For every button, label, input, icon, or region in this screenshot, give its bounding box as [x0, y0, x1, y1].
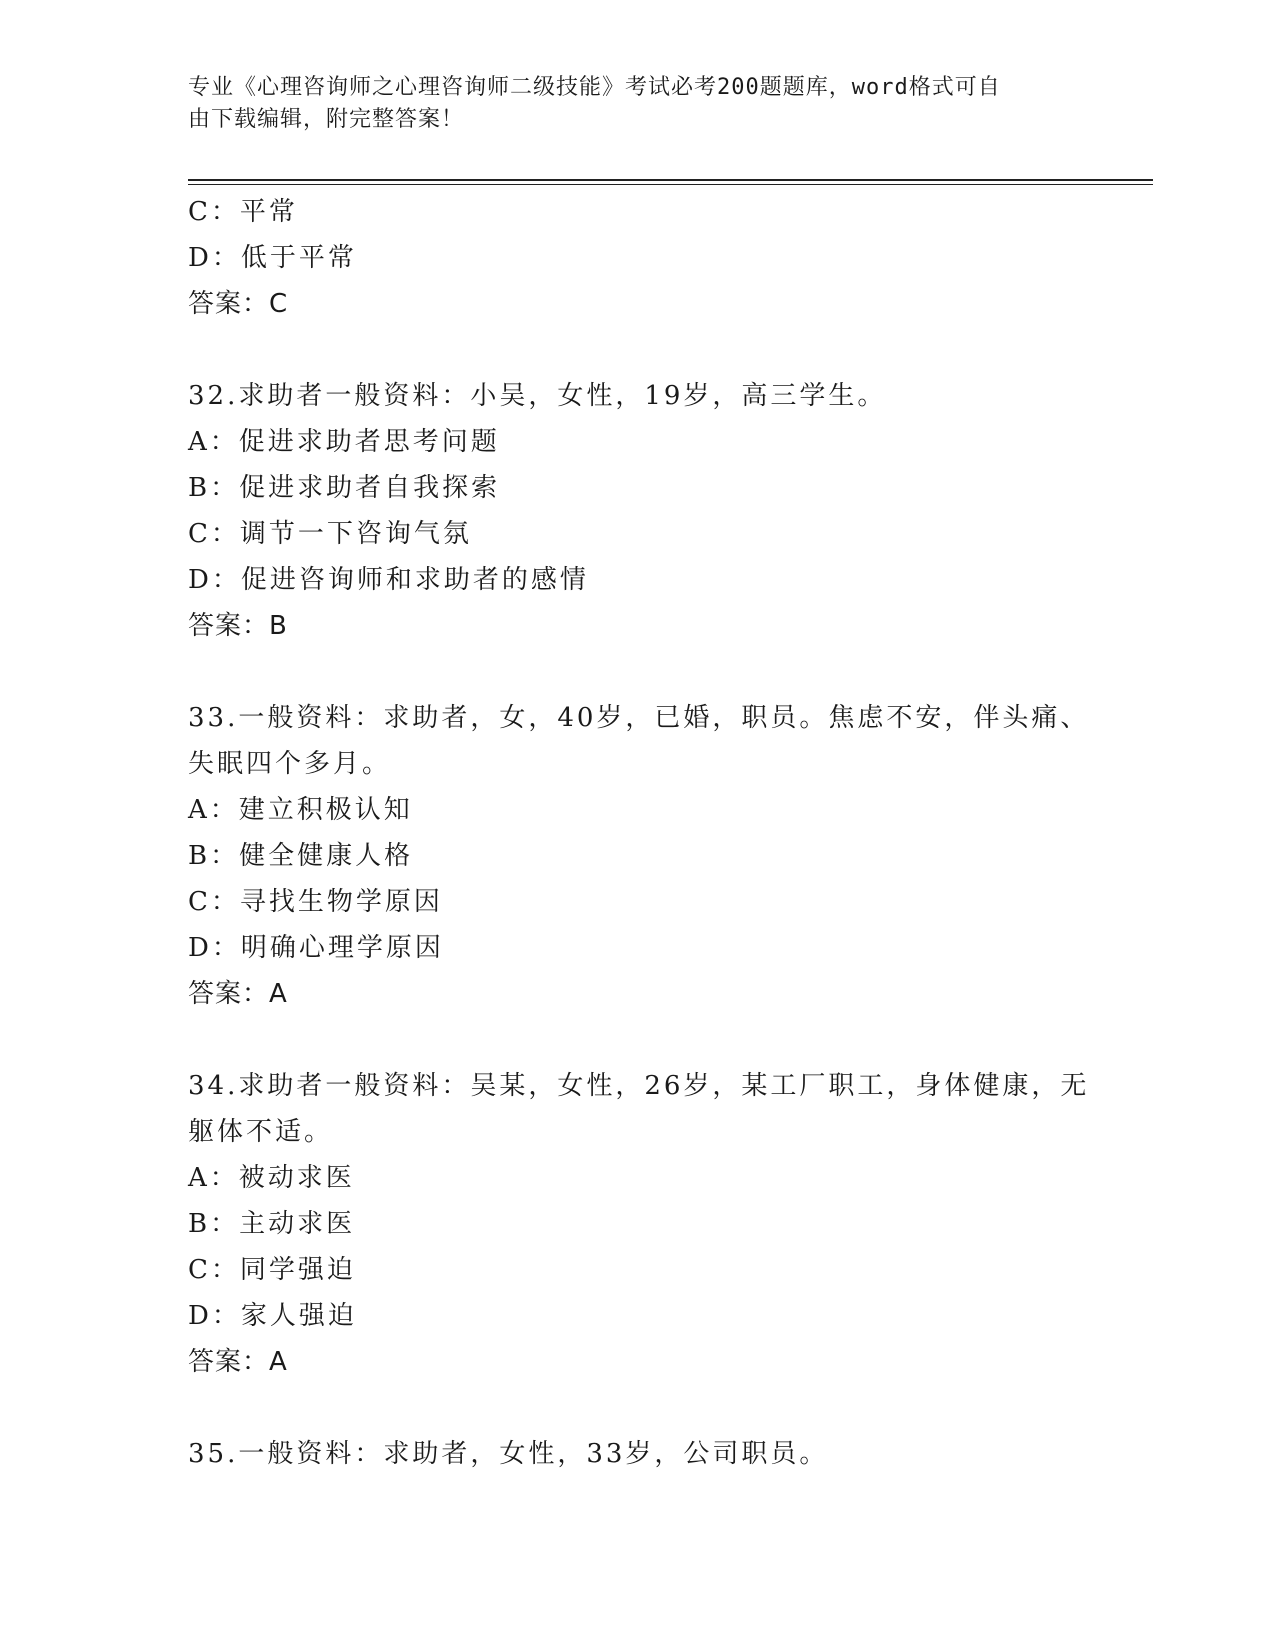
header-rule-thin [188, 184, 1153, 185]
spacer [188, 1017, 1108, 1063]
answer-line: 答案：C [188, 289, 289, 319]
question-stem-continued: 躯体不适。 [188, 1117, 334, 1147]
question-block-31 [188, 189, 1108, 327]
option-d: D：明确心理学原因 [188, 933, 444, 963]
question-stem: 32.求助者一般资料：小吴，女性，19岁，高三学生。 [188, 381, 887, 411]
header-line-2: 由下载编辑，附完整答案！ [188, 107, 465, 132]
answer-line: 答案：B [188, 611, 288, 641]
option-c: C：调节一下咨询气氛 [188, 519, 472, 549]
spacer [188, 649, 1108, 695]
option-c: C：同学强迫 [188, 1255, 356, 1285]
document-body [188, 189, 1108, 1477]
question-stem: 33.一般资料：求助者，女，40岁，已婚，职员。焦虑不安，伴头痛、 [188, 703, 1090, 733]
question-block-32 [188, 373, 1108, 649]
question-stem: 34.求助者一般资料：吴某，女性，26岁，某工厂职工，身体健康，无 [188, 1071, 1090, 1101]
question-stem-continued: 失眠四个多月。 [188, 749, 392, 779]
option-a: A：建立积极认知 [188, 795, 413, 825]
option-c: C：寻找生物学原因 [188, 887, 443, 917]
question-stem: 35.一般资料：求助者，女性，33岁，公司职员。 [188, 1439, 829, 1469]
option-b: B：促进求助者自我探索 [188, 473, 501, 503]
option-c: C：平常 [188, 197, 298, 227]
answer-line: 答案：A [188, 979, 288, 1009]
document-header [188, 72, 1068, 136]
spacer [188, 1385, 1108, 1431]
option-b: B：主动求医 [188, 1209, 356, 1239]
question-block-35 [188, 1431, 1108, 1477]
question-block-34 [188, 1063, 1108, 1385]
option-d: D：低于平常 [188, 243, 357, 273]
option-b: B：健全健康人格 [188, 841, 414, 871]
header-line-1: 专业《心理咨询师之心理咨询师二级技能》考试必考200题题库，word格式可自 [188, 75, 1001, 100]
header-rule-thick [188, 179, 1153, 181]
option-a: A：促进求助者思考问题 [188, 427, 500, 457]
option-d: D：促进咨询师和求助者的感情 [188, 565, 589, 595]
question-block-33 [188, 695, 1108, 1017]
option-d: D：家人强迫 [188, 1301, 357, 1331]
answer-line: 答案：A [188, 1347, 288, 1377]
spacer [188, 327, 1108, 373]
option-a: A：被动求医 [188, 1163, 355, 1193]
